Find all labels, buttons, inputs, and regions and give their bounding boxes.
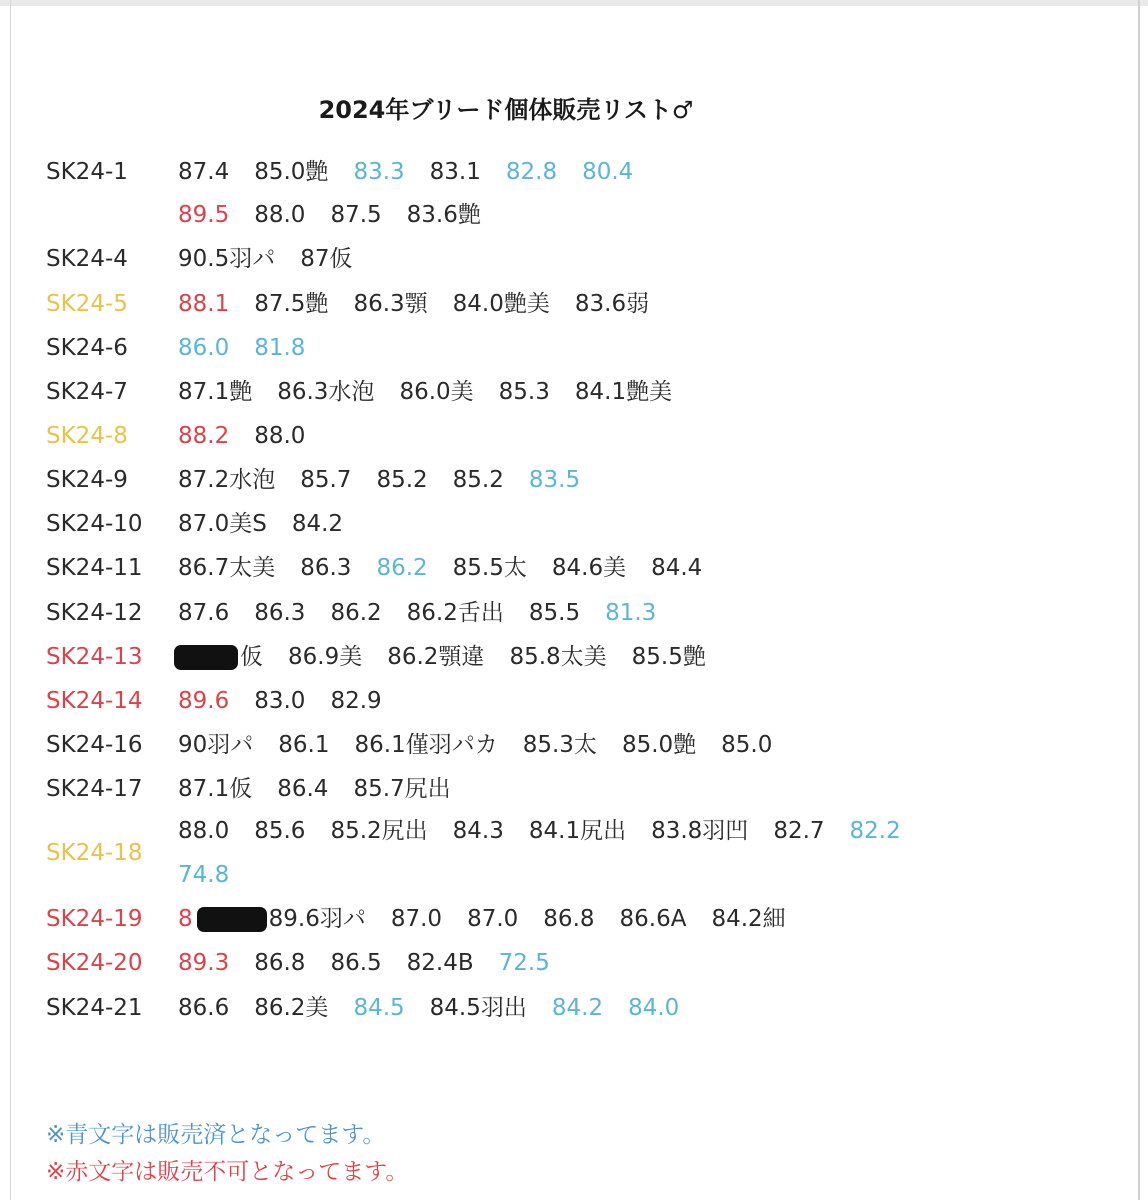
- left-edge-line: [10, 0, 11, 1200]
- measurement-value: 86.3水泡: [277, 379, 375, 405]
- measurement-value: 86.8: [254, 950, 306, 976]
- measurement-value: 86.0: [178, 335, 230, 361]
- value-list: [178, 289, 674, 319]
- measurement-value: 90.5羽パ: [178, 246, 276, 272]
- measurement-value: 84.5羽出: [429, 995, 527, 1021]
- measurement-value: 87.4: [178, 159, 230, 185]
- measurement-value: 82.4B: [406, 950, 474, 976]
- row-id-label: SK24-5: [46, 291, 128, 317]
- measurement-value: 82.7: [773, 818, 825, 844]
- measurement-value: 87.2水泡: [178, 467, 276, 493]
- measurement-value: 85.2: [376, 467, 428, 493]
- measurement-value: 88.0: [254, 202, 306, 228]
- measurement-value: 85.5: [528, 600, 581, 626]
- value-list: [178, 904, 811, 934]
- value-list: [178, 948, 575, 978]
- value-list: [178, 377, 697, 407]
- measurement-value: 86.1: [278, 732, 330, 758]
- value-list: [178, 200, 506, 230]
- note-not-for-sale-red: ※赤文字は販売不可となってます。: [46, 1159, 409, 1185]
- measurement-value: 82.2: [849, 818, 901, 844]
- measurement-value: 84.2細: [711, 906, 786, 932]
- value-list: [178, 244, 378, 274]
- row-id-label: SK24-13: [46, 644, 143, 670]
- note-sold-blue: ※青文字は販売済となってます。: [46, 1122, 386, 1148]
- measurement-value: 86.0美: [399, 379, 474, 405]
- measurement-value: 85.3: [498, 379, 550, 405]
- row-id-label: SK24-19: [46, 906, 143, 932]
- row-id-label: SK24-14: [46, 688, 143, 714]
- measurement-value: 87.5: [330, 202, 382, 228]
- measurement-value: 87.0: [390, 906, 443, 932]
- top-edge-shadow: [0, 0, 1148, 6]
- measurement-value: 88.0: [178, 818, 230, 844]
- measurement-value: 86.3: [254, 600, 306, 626]
- measurement-value: 82.9: [330, 688, 382, 714]
- row-id-label: SK24-21: [46, 995, 143, 1021]
- redacted-value: [174, 645, 238, 670]
- measurement-value: 84.2: [551, 995, 604, 1021]
- measurement-value: 84.1艶美: [574, 379, 673, 405]
- measurement-value: 86.2: [376, 555, 428, 581]
- measurement-value: 86.6A: [619, 906, 687, 932]
- measurement-value: 83.0: [254, 688, 306, 714]
- value-list: [178, 860, 254, 890]
- measurement-value: 85.2: [452, 467, 504, 493]
- value-list: [178, 686, 407, 716]
- measurement-value: 89.6羽パ: [268, 906, 366, 932]
- measurement-value: 85.5艶: [631, 644, 706, 670]
- measurement-value: 89.3: [178, 950, 230, 976]
- value-list: [178, 509, 368, 539]
- page-title: 2024年ブリード個体販売リスト♂: [318, 96, 694, 124]
- value-list: [178, 730, 797, 760]
- measurement-value: 88.1: [178, 291, 230, 317]
- measurement-value: 81.8: [254, 335, 306, 361]
- value-list: [178, 333, 330, 363]
- value-list: [178, 816, 926, 846]
- measurement-value: 87.5艶: [254, 291, 329, 317]
- measurement-value: 89.6: [178, 688, 230, 714]
- row-id-label: SK24-17: [46, 776, 143, 802]
- measurement-value: 86.3: [300, 555, 352, 581]
- measurement-value: 86.4: [277, 776, 329, 802]
- row-id-label: SK24-16: [46, 732, 143, 758]
- measurement-value: 80.4: [582, 159, 634, 185]
- value-list: [178, 157, 658, 187]
- measurement-value: 89.5: [178, 202, 230, 228]
- value-list: [178, 553, 727, 583]
- measurement-value: 85.6: [254, 818, 306, 844]
- value-list: [178, 465, 605, 495]
- measurement-value: 85.0: [721, 732, 773, 758]
- measurement-value: 74.8: [178, 862, 230, 888]
- measurement-value: 83.1: [429, 159, 481, 185]
- measurement-value: 84.4: [651, 555, 703, 581]
- measurement-value: 86.2: [330, 600, 382, 626]
- measurement-value: 87.1仮: [178, 776, 253, 802]
- measurement-value: 84.5: [353, 995, 405, 1021]
- measurement-value: 87.0美S: [178, 511, 267, 537]
- measurement-value: 8: [178, 906, 193, 932]
- value-list: [178, 993, 704, 1023]
- measurement-value: 88.2: [178, 423, 230, 449]
- row-id-label: SK24-12: [46, 600, 143, 626]
- measurement-value: 85.7尻出: [353, 776, 451, 802]
- redacted-value: [197, 907, 267, 932]
- measurement-value: 85.2尻出: [330, 818, 428, 844]
- row-id-label: SK24-18: [46, 840, 143, 866]
- measurement-value: 84.0: [628, 995, 680, 1021]
- measurement-value: 84.2: [291, 511, 344, 537]
- measurement-value: 83.6艶: [406, 202, 481, 228]
- measurement-value: 81.3: [605, 600, 657, 626]
- value-list: [178, 642, 731, 672]
- measurement-value: 86.7太美: [178, 555, 276, 581]
- measurement-value: 86.3顎: [353, 291, 428, 317]
- measurement-value: 84.3: [452, 818, 504, 844]
- measurement-value: 82.8: [505, 159, 558, 185]
- measurement-value: 72.5: [498, 950, 550, 976]
- measurement-value: 85.8太美: [509, 644, 607, 670]
- measurement-value: 87.6: [178, 600, 230, 626]
- measurement-value: 90羽パ: [178, 732, 254, 758]
- measurement-value: 86.2舌出: [406, 600, 504, 626]
- measurement-value: 87仮: [300, 246, 353, 272]
- row-id-label: SK24-10: [46, 511, 143, 537]
- measurement-value: 84.6美: [551, 555, 627, 581]
- measurement-value: 86.6: [178, 995, 230, 1021]
- measurement-value: 85.3太: [522, 732, 597, 758]
- row-id-label: SK24-9: [46, 467, 128, 493]
- measurement-value: 84.0艶美: [452, 291, 550, 317]
- row-id-label: SK24-6: [46, 335, 128, 361]
- row-id-label: SK24-20: [46, 950, 143, 976]
- measurement-value: 88.0: [254, 423, 306, 449]
- measurement-value: 85.0艶: [621, 732, 697, 758]
- measurement-value: 85.0艶: [254, 159, 329, 185]
- measurement-value: 86.8: [543, 906, 595, 932]
- measurement-value: 84.1尻出: [528, 818, 627, 844]
- measurement-value: 86.2美: [254, 995, 329, 1021]
- measurement-value: 83.5: [528, 467, 581, 493]
- value-list: [178, 598, 681, 628]
- measurement-value: 86.5: [330, 950, 382, 976]
- measurement-value: 83.6弱: [574, 291, 650, 317]
- measurement-value: 85.5太: [452, 555, 527, 581]
- measurement-value: 仮: [240, 644, 263, 670]
- row-id-label: SK24-11: [46, 555, 143, 581]
- measurement-value: 83.8羽凹: [651, 818, 749, 844]
- row-id-label: SK24-4: [46, 246, 128, 272]
- row-id-label: SK24-7: [46, 379, 128, 405]
- value-list: [178, 421, 330, 451]
- measurement-value: 87.1艶: [178, 379, 253, 405]
- row-id-label: SK24-1: [46, 159, 128, 185]
- right-edge-line: [1138, 0, 1140, 1200]
- measurement-value: 83.3: [353, 159, 405, 185]
- measurement-value: 87.0: [467, 906, 519, 932]
- measurement-value: 86.9美: [288, 644, 363, 670]
- row-id-label: SK24-8: [46, 423, 128, 449]
- value-list: [178, 774, 476, 804]
- measurement-value: 86.2顎違: [387, 644, 485, 670]
- measurement-value: 85.7: [300, 467, 352, 493]
- measurement-value: 86.1僅羽パカ: [354, 732, 498, 758]
